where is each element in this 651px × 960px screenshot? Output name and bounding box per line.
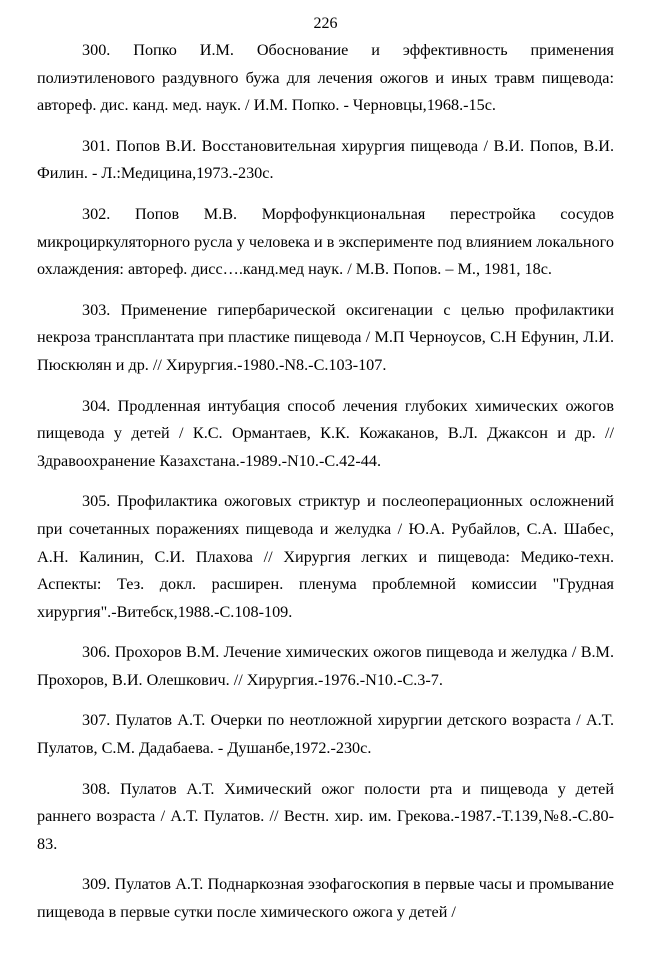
- bibliography-entry-304: 304. Продленная интубация способ лечения глубоких химических ожогов пищевода у детей / К.С. Ормантаев, К.К. Кожаканов, В.Л. Джаксон и др. // Здравоохранение Казахстана.-1989.-N10.-С.42-44.: [37, 396, 614, 470]
- page-number: 226: [313, 15, 338, 32]
- bibliography-entry-309: 309. Пулатов А.Т. Поднаркозная эзофагоскопия в первые часы и промывание пищевода в первые сутки после химического ожога у детей /: [37, 875, 614, 922]
- bibliography-entry-301: 301. Попов В.И. Восстановительная хирургия пищевода / В.И. Попов, В.И. Филин. - Л.:Медицина,1973.-230с.: [37, 136, 614, 183]
- bibliography-list: [37, 37, 614, 940]
- bibliography-entry-305: 305. Профилактика ожоговых стриктур и послеоперационных осложнений при сочетанных поражениях пищевода и желудка / Ю.А. Рубайлов, С.А. Шабес, А.Н. Калинин, С.И. Плахова // Хирургия легких и пищевода: Медико-техн. Аспекты: Тез. докл. расширен. пленума проблемной комиссии "Грудная хирургия".-Витебск,1988.-С.108-109.: [37, 492, 614, 621]
- bibliography-entry-302: 302. Попов М.В. Морфофункциональная перестройка сосудов микроциркуляторного русла у человека и в эксперименте под влиянием локального охлаждения: автореф. дисс….канд.мед наук. / М.В. Попов. – М., 1981, 18с.: [37, 204, 614, 279]
- bibliography-entry-306: 306. Прохоров В.М. Лечение химических ожогов пищевода и желудка / В.М. Прохоров, В.И. Олешкович. // Хирургия.-1976.-N10.-С.3-7.: [37, 643, 614, 689]
- bibliography-entry-300: 300. Попко И.М. Обоснование и эффективность применения полиэтиленового раздувного бужа для лечения ожогов и иных травм пищевода: автореф. дис. канд. мед. наук. / И.М. Попко. - Черновцы,1968.-15с.: [37, 41, 614, 115]
- bibliography-entry-307: 307. Пулатов А.Т. Очерки по неотложной хирургии детского возраста / А.Т. Пулатов, С.М. Дадабаева. - Душанбе,1972.-230с.: [37, 711, 614, 758]
- bibliography-entry-308: 308. Пулатов А.Т. Химический ожог полости рта и пищевода у детей раннего возраста / А.Т. Пулатов. // Вестн. хир. им. Грекова.-1987.-Т.139,№8.-С.80-83.: [37, 779, 614, 853]
- bibliography-entry-303: 303. Применение гипербарической оксигенации с целью профилактики некроза трансплантата при пластике пищевода / М.П Черноусов, С.Н Ефунин, Л.И. Пюскюлян и др. // Хирургия.-1980.-N8.-С.103-107.: [37, 300, 614, 374]
